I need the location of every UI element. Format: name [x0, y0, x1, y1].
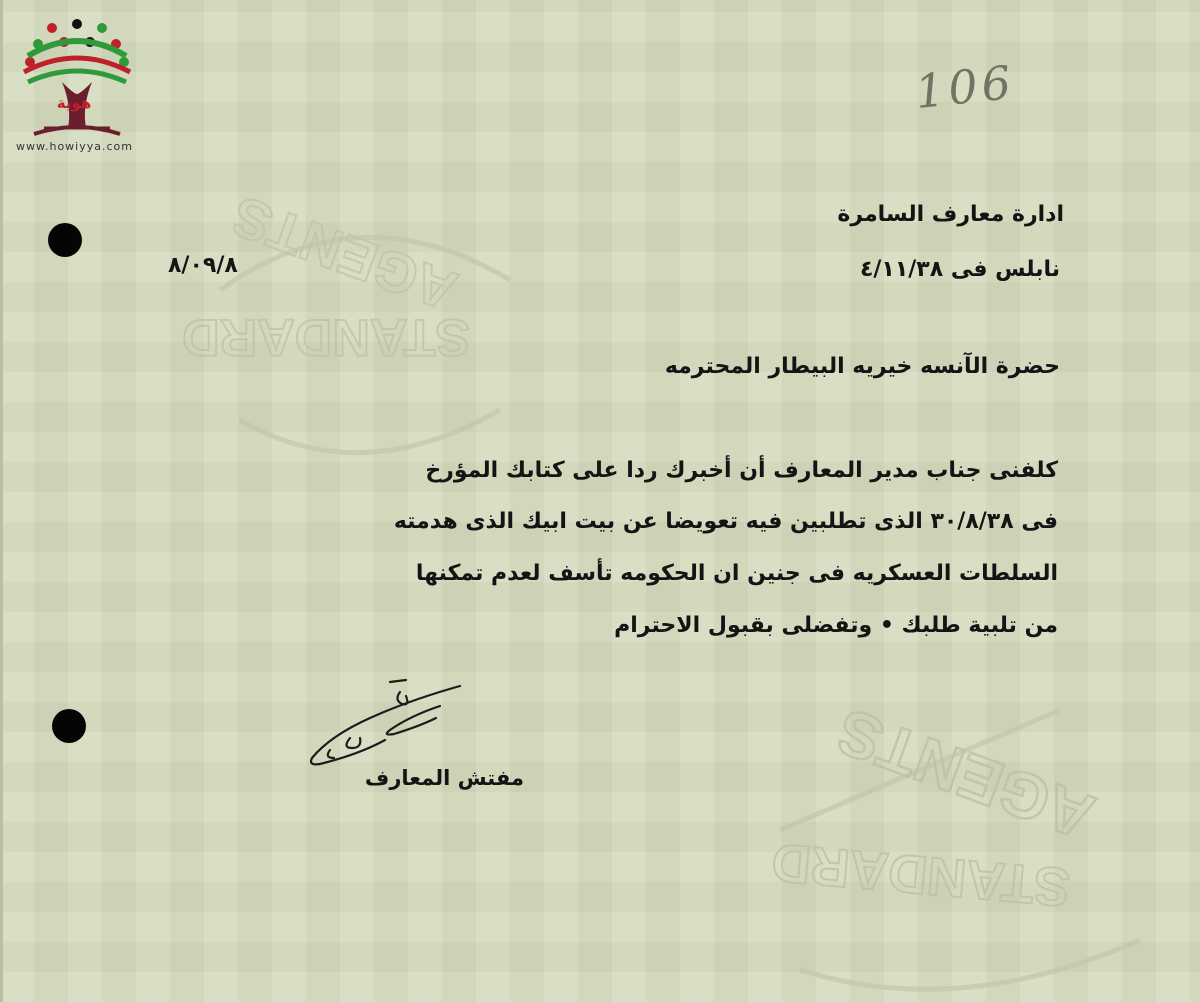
punch-hole-bottom	[52, 709, 86, 743]
logo-mark-text: هوية	[56, 94, 92, 112]
watermark-word-lower: AGENTS	[827, 694, 1104, 854]
logo-people	[24, 19, 130, 82]
place-and-date: نابلس فى ٤/١١/٣٨	[859, 257, 1060, 282]
body-line-2: فى ٣٠/٨/٣٨ الذى تطلبين فيه تعويضا عن بيت ابيك الذى هدمته	[393, 509, 1058, 534]
body-line-1: كلفنى جناب مدير المعارف أن أخبرك ردا على كتابك المؤرخ	[425, 458, 1058, 483]
howiyya-logo	[14, 16, 140, 158]
reference-number: ٨/٠٩/٨	[168, 253, 238, 278]
watermark-text-lower: STANDARD	[769, 831, 1073, 918]
signature-title: مفتش المعارف	[364, 766, 524, 790]
salutation: حضرة الآنسه خيريه البيطار المحترمه	[664, 354, 1060, 379]
office-name: ادارة معارف السامرة	[837, 202, 1064, 227]
watermark-word-upper: AGENTS	[224, 184, 465, 324]
body-line-3: السلطات العسكريه فى جنين ان الحكومه تأسف لعدم تمكنها	[415, 561, 1058, 586]
logo-url: www.howiyya.com	[16, 140, 133, 153]
punch-hole-top	[48, 223, 82, 257]
archive-number: 106	[912, 54, 1018, 120]
body-line-4: من تلبية طلبك • وتفضلى بقبول الاحترام	[614, 613, 1058, 638]
watermark-text-upper: STANDARD	[182, 308, 470, 366]
handwritten-signature	[290, 678, 480, 778]
